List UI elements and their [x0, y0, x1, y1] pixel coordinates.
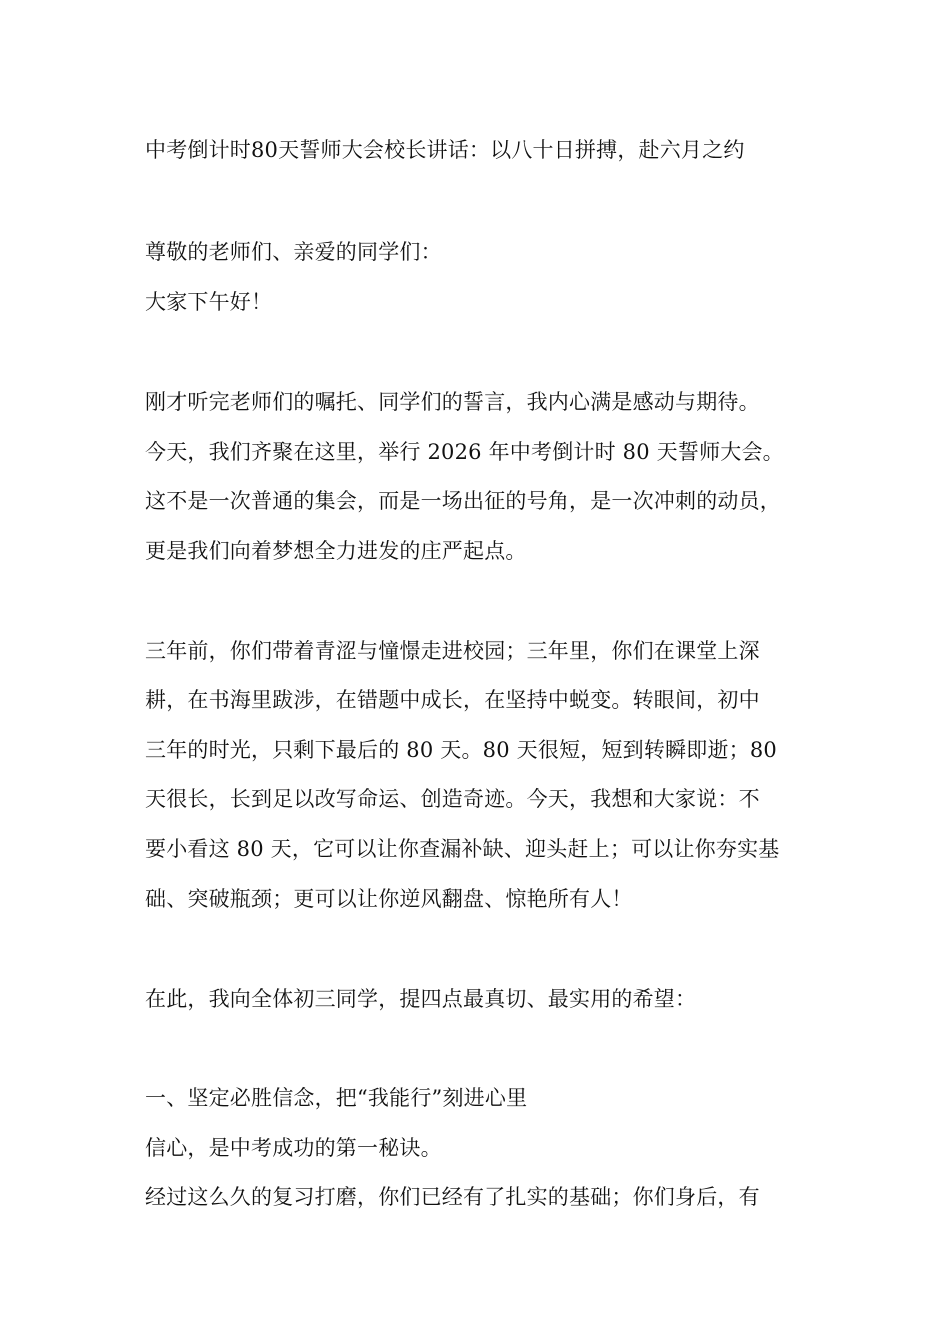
- paragraph-line: 耕，在书海里跋涉，在错题中成长，在坚持中蜕变。转眼间，初中: [145, 688, 760, 712]
- paragraph-line: 经过这么久的复习打磨，你们已经有了扎实的基础；你们身后，有: [145, 1185, 760, 1209]
- document-title: 中考倒计时80天誓师大会校长讲话：以八十日拼搏，赴六月之约: [145, 138, 745, 162]
- greeting-line: 大家下午好！: [145, 290, 273, 314]
- paragraph-line: 础、突破瓶颈；更可以让你逆风翻盘、惊艳所有人！: [145, 887, 633, 911]
- paragraph-line: 更是我们向着梦想全力进发的庄严起点。: [145, 539, 527, 563]
- paragraph-line: 在此，我向全体初三同学，提四点最真切、最实用的希望：: [145, 987, 697, 1011]
- paragraph-line: 三年前，你们带着青涩与憧憬走进校园；三年里，你们在课堂上深: [145, 639, 760, 663]
- section-heading: 一、坚定必胜信念，把“我能行”刻进心里: [145, 1086, 528, 1110]
- greeting-line: 尊敬的老师们、亲爱的同学们：: [145, 240, 442, 264]
- paragraph-line: 天很长，长到足以改写命运、创造奇迹。今天，我想和大家说：不: [145, 787, 760, 811]
- paragraph-line: 信心，是中考成功的第一秘诀。: [145, 1136, 442, 1160]
- paragraph-line: 刚才听完老师们的嘱托、同学们的誓言，我内心满是感动与期待。: [145, 390, 760, 414]
- paragraph-line: 要小看这 80 天，它可以让你查漏补缺、迎头赶上；可以让你夯实基: [145, 837, 780, 861]
- paragraph-line: 这不是一次普通的集会，而是一场出征的号角，是一次冲刺的动员，: [145, 489, 781, 513]
- paragraph-line: 今天，我们齐聚在这里，举行 2026 年中考倒计时 80 天誓师大会。: [145, 440, 784, 464]
- paragraph-line: 三年的时光，只剩下最后的 80 天。80 天很短，短到转瞬即逝；80: [145, 738, 777, 762]
